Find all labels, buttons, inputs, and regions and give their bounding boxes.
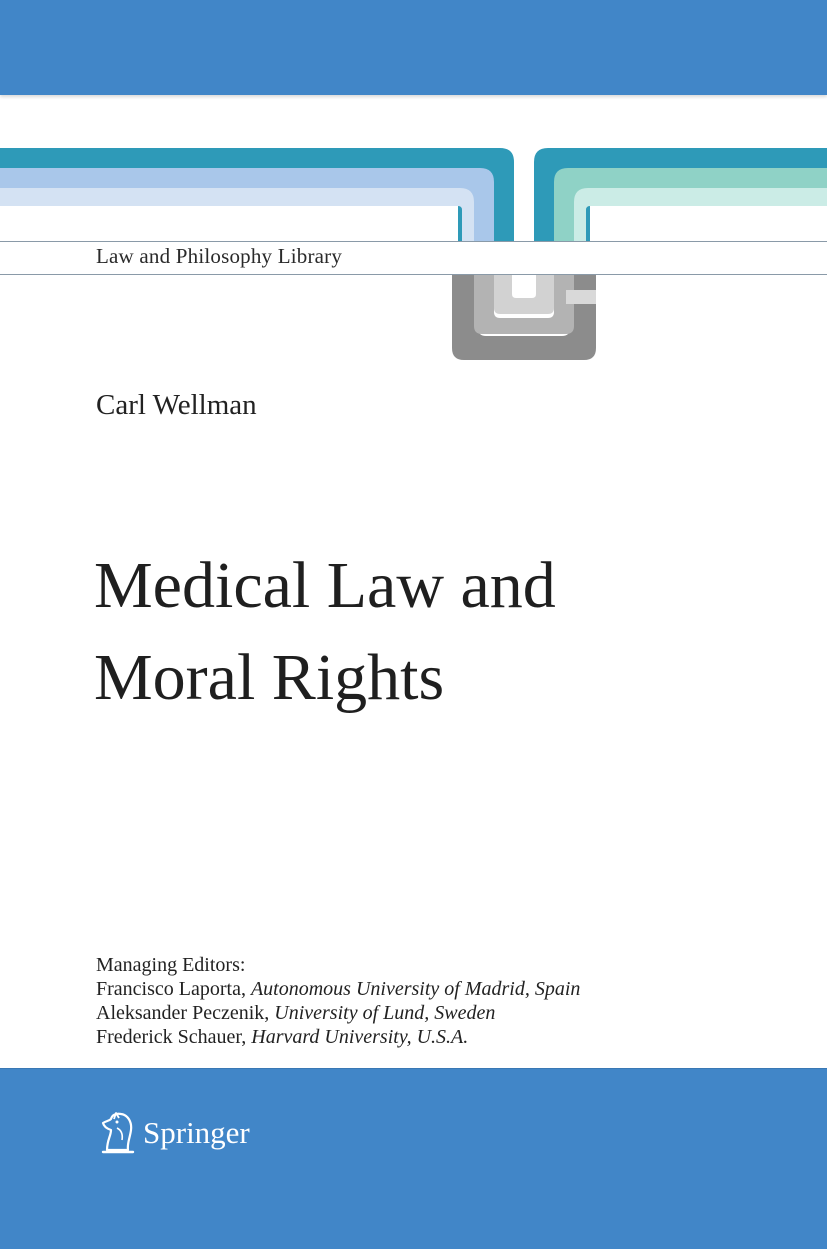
editor-affiliation: Autonomous University of Madrid, Spain [250,978,581,1000]
knight-chess-piece-icon [97,1110,137,1156]
editor-affiliation: University of Lund, Sweden [274,1002,496,1024]
editor-name: Francisco Laporta, [96,978,251,1000]
editor-line [96,1025,580,1049]
publisher-logo [97,1108,250,1158]
editor-line [96,977,580,1001]
publisher-name: Springer [143,1115,250,1150]
managing-editors [96,953,580,1049]
author-name: Carl Wellman [96,389,257,421]
editor-affiliation: Harvard University, U.S.A. [251,1026,469,1048]
book-title-line-2: Moral Rights [94,641,445,714]
editor-name: Frederick Schauer, [96,1026,252,1048]
book-title [94,540,556,724]
editor-line [96,1001,580,1025]
book-title-line-1: Medical Law and [94,549,556,622]
bottom-color-band [0,1068,827,1249]
editors-heading: Managing Editors: [96,954,246,976]
top-color-band [0,0,827,95]
editor-name: Aleksander Peczenik, [96,1002,275,1024]
series-title: Law and Philosophy Library [96,244,343,268]
